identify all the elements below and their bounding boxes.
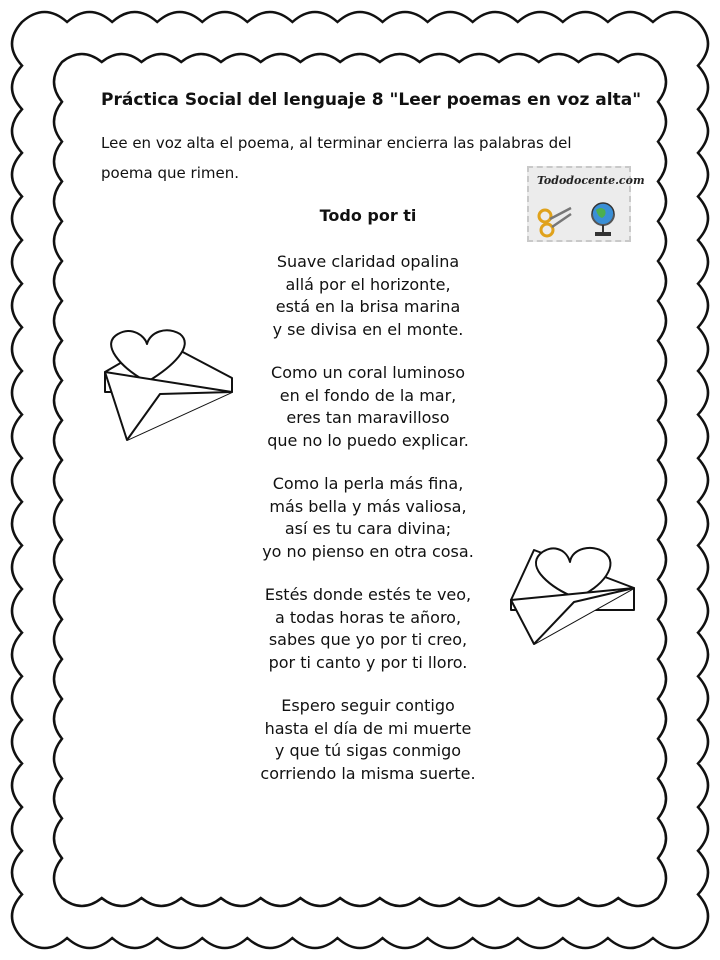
poem: [150, 206, 586, 806]
poem-line: está en la brisa marina: [275, 297, 461, 316]
poem-title: Todo por ti: [319, 206, 417, 225]
page-title: Práctica Social del lenguaje 8 "Leer poemas en voz alta": [101, 90, 642, 110]
poem-line: corriendo la misma suerte.: [260, 763, 476, 783]
poem-line: Espero seguir contigo: [281, 696, 455, 715]
poem-line: más bella y más valiosa,: [269, 496, 467, 516]
heart-envelope-icon: [100, 322, 240, 444]
poem-line: Como la perla más fina,: [272, 474, 464, 493]
poem-line: Suave claridad opalina: [276, 252, 460, 271]
poem-line: y se divisa en el monte.: [272, 319, 464, 339]
instructions-text: Lee en voz alta el poema, al terminar encierra las palabras del poema que rimen.: [101, 134, 572, 182]
poem-line: a todas horas te añoro,: [274, 607, 462, 627]
poem-line: por ti canto y por ti lloro.: [268, 652, 468, 672]
poem-line: hasta el día de mi muerte: [264, 718, 472, 738]
poem-line: sabes que yo por ti creo,: [268, 630, 468, 649]
poem-line: y que tú sigas conmigo: [274, 741, 462, 760]
stanza-5: [150, 695, 586, 785]
globe-icon: [592, 203, 614, 236]
poem-line: yo no pienso en otra cosa.: [262, 541, 474, 561]
poem-line: Como un coral luminoso: [271, 363, 465, 382]
poem-line: así es tu cara divina;: [284, 519, 452, 538]
poem-line: en el fondo de la mar,: [279, 385, 457, 405]
poem-line: eres tan maravilloso: [286, 408, 450, 427]
poem-line: que no lo puedo explicar.: [267, 430, 469, 450]
logo-text: Tododocente.com: [537, 174, 645, 187]
heart-envelope-icon: [506, 540, 638, 652]
poem-line: Estés donde estés te veo,: [264, 585, 472, 604]
poem-line: allá por el horizonte,: [285, 274, 451, 294]
